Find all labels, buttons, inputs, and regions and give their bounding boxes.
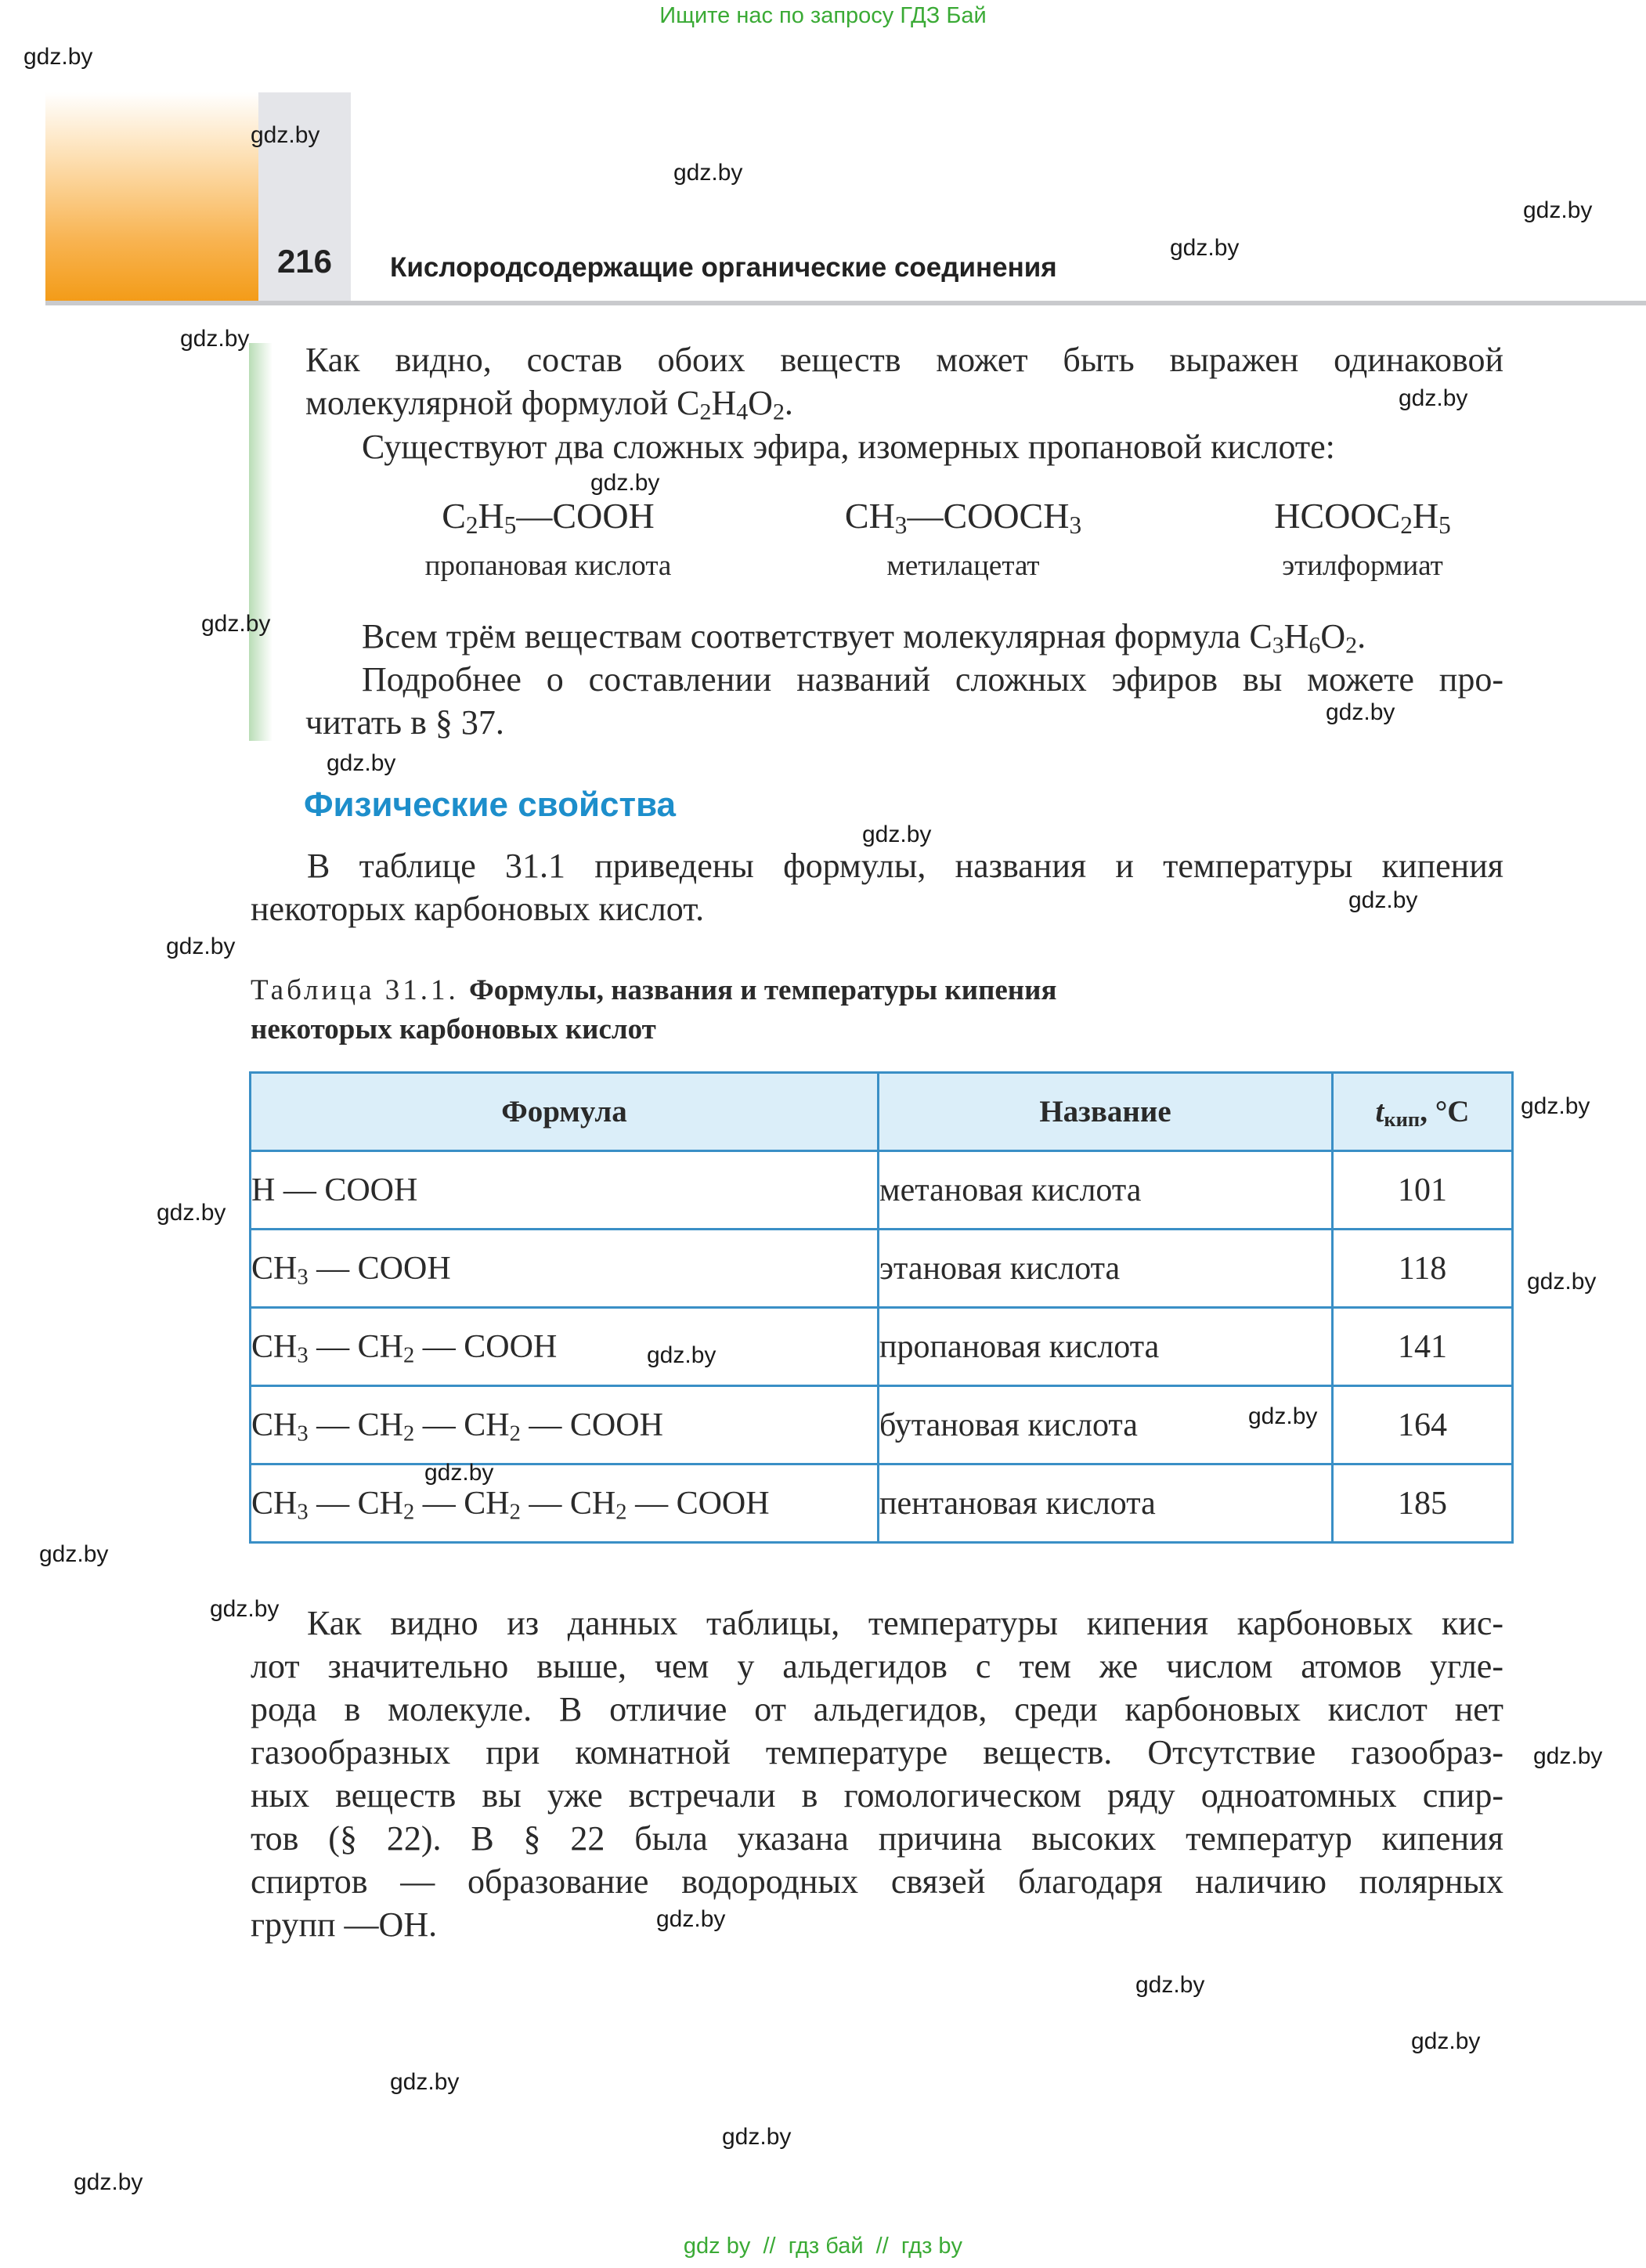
formula-c3h6o2: $C_3H_6O_2$. [1249,617,1366,659]
isomer-name-propanoic: пропановая кислота [424,550,672,582]
temp-cell: 164 [1333,1386,1513,1464]
conclusion-line-6: тов (§ 22). В § 22 была указана причина высоких температур кипения [251,1819,1503,1858]
conclusion-line-4: газообразных при комнатной температуре веществ. Отсутствие газообраз- [251,1733,1503,1771]
table-row [251,1151,1513,1230]
table-row [251,1230,1513,1308]
name-cell: пропановая кислота [879,1308,1333,1386]
watermark: gdz.by [166,934,236,959]
table-row [251,1308,1513,1386]
intro-line-2: молекулярной формулой $C_2H_4O_2$. [305,384,793,425]
watermark: gdz.by [1326,699,1395,725]
watermark: gdz.by [1411,2028,1481,2054]
watermark: gdz.by [722,2124,792,2150]
watermark: gdz.by [1523,197,1593,223]
name-cell: пентановая кислота [879,1464,1333,1543]
conclusion-line-7: спиртов — образование водородных связей благодаря наличию полярных [251,1862,1503,1901]
watermark: gdz.by [862,822,932,847]
watermark: gdz.by [251,122,320,148]
watermark: gdz.by [1135,1972,1205,1998]
header-orange-block [45,92,258,305]
table-caption-title-2: некоторых карбоновых кислот [251,1013,656,1046]
name-cell: этановая кислота [879,1230,1333,1308]
isomer-formula-ethylformate: $HCOOC_2H_5$ [1274,496,1451,539]
conclusion-line-5: ных веществ вы уже встречали в гомологическом ряду одноатомных спир- [251,1776,1503,1815]
temp-cell: 185 [1333,1464,1513,1543]
footer-links[interactable]: gdz by // гдз бай // гдз by [683,2234,963,2259]
watermark: gdz.by [1348,887,1418,913]
header-divider [45,301,1646,305]
intro-line-1: Как видно, состав обоих веществ может быть выражен одинаковой [305,341,1503,379]
column-header-name: Название [879,1073,1333,1151]
para2-line-3: читать в § 37. [305,703,504,742]
formula-cell: $CH_3$ — $CH_2$ — $CH_2$ — $CH_2$ — COOH [251,1464,879,1543]
formula-cell: H — COOH [251,1151,879,1230]
watermark: gdz.by [1521,1093,1590,1119]
isomer-name-methylacetate: метилацетат [886,550,1040,582]
table-caption-title: Формулы, названия и температуры кипения [469,974,1057,1006]
watermark: gdz.by [390,2069,460,2095]
section-heading-physical-properties: Физические свойства [304,785,677,824]
margin-highlight-bar [249,343,273,741]
name-cell: бутановая кислота [879,1386,1333,1464]
watermark: gdz.by [647,1342,717,1368]
intro-line-3: Существуют два сложных эфира, изомерных пропановой кислоте: [362,428,1335,466]
formula-c2h4o2: $C_2H_4O_2$. [677,384,793,425]
watermark: gdz.by [590,470,660,496]
physical-line-2: некоторых карбоновых кислот. [251,890,705,928]
conclusion-line-3: рода в молекуле. В отличие от альдегидов, среди карбоновых кислот нет [251,1690,1503,1728]
watermark: gdz.by [157,1200,226,1226]
watermark: gdz.by [673,160,743,186]
top-banner[interactable]: Ищите нас по запросу ГДЗ Бай [659,3,987,28]
physical-line-1: В таблице 31.1 приведены формулы, названия и температуры кипения [307,847,1503,885]
watermark: gdz.by [39,1541,109,1567]
watermark: gdz.by [1527,1269,1597,1295]
table-header-row [251,1073,1513,1151]
watermark: gdz.by [210,1596,280,1622]
watermark: gdz.by [327,750,396,776]
isomer-formula-propanoic: $C_2H_5—COOH$ [442,496,655,539]
temp-cell: 118 [1333,1230,1513,1308]
watermark: gdz.by [656,1906,726,1932]
watermark: gdz.by [1248,1403,1318,1429]
conclusion-line-1: Как видно из данных таблицы, температуры кипения карбоновых кис- [307,1604,1503,1642]
watermark: gdz.by [1533,1743,1603,1769]
para2-line-2: Подробнее о составлении названий сложных эфиров вы можете про- [362,660,1503,699]
watermark: gdz.by [23,44,93,70]
watermark: gdz.by [201,611,271,637]
temp-cell: 101 [1333,1151,1513,1230]
watermark: gdz.by [424,1460,494,1486]
conclusion-line-2: лот значительно выше, чем у альдегидов с тем же числом атомов угле- [251,1647,1503,1685]
column-header-boiling-temp: $t_{кип}$, °C [1333,1073,1513,1151]
table-row [251,1386,1513,1464]
table-caption-label: Таблица 31.1. [251,974,469,1006]
column-header-formula: Формула [251,1073,879,1151]
name-cell: метановая кислота [879,1151,1333,1230]
formula-cell: $CH_3$ — COOH [251,1230,879,1308]
watermark: gdz.by [1399,385,1468,411]
page-number: 216 [276,243,333,280]
isomer-formula-methylacetate: $CH_3—COOCH_3$ [844,496,1082,539]
para2-line-1: Всем трём веществам соответствует молекулярная формула $C_3H_6O_2$. [362,617,1366,659]
chapter-title: Кислородсодержащие органические соединения [390,252,1057,283]
watermark: gdz.by [1170,235,1240,261]
temp-cell: 141 [1333,1308,1513,1386]
formula-cell: $CH_3$ — $CH_2$ — COOH [251,1308,879,1386]
conclusion-line-8: групп —OH. [251,1905,438,1944]
table-caption [251,971,1347,1049]
isomer-name-ethylformate: этилформиат [1282,550,1443,582]
watermark: gdz.by [180,326,250,352]
watermark: gdz.by [74,2169,143,2195]
formula-cell: $CH_3$ — $CH_2$ — $CH_2$ — COOH [251,1386,879,1464]
